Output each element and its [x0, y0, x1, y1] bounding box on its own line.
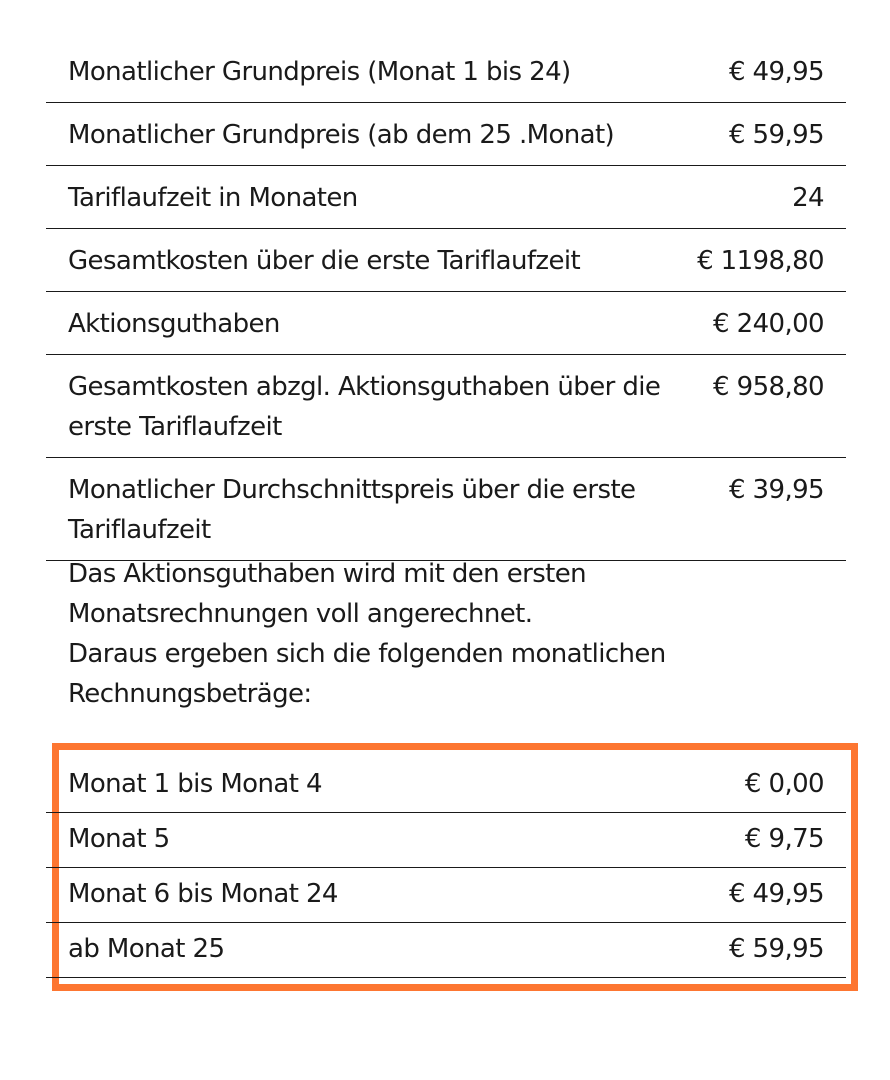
row-value: € 39,95	[728, 475, 824, 505]
table-row	[46, 229, 846, 292]
table-row	[46, 813, 846, 868]
table-row	[46, 166, 846, 229]
row-label: Aktionsguthaben	[68, 309, 280, 339]
monthly-amounts-table	[46, 758, 846, 978]
table-row	[46, 758, 846, 813]
row-value: € 9,75	[744, 824, 824, 854]
row-label: Monat 1 bis Monat 4	[68, 769, 322, 799]
table-row	[46, 923, 846, 978]
note-line: Das Aktionsguthaben wird mit den ersten Monatsrechnungen voll angerechnet.	[68, 559, 587, 629]
row-label: Monatlicher Grundpreis (Monat 1 bis 24)	[68, 57, 571, 87]
row-value: € 59,95	[728, 120, 824, 150]
table-row	[46, 868, 846, 923]
row-value: € 240,00	[713, 309, 824, 339]
row-label: Tariflaufzeit in Monaten	[68, 183, 358, 213]
price-summary-table	[46, 40, 846, 561]
row-label: Monat 6 bis Monat 24	[68, 879, 338, 909]
row-label: ab Monat 25	[68, 934, 225, 964]
table-row	[46, 458, 846, 561]
row-label: Monatlicher Durchschnittspreis über die erste Tariflaufzeit	[68, 475, 636, 545]
table-row	[46, 292, 846, 355]
row-value: 24	[792, 183, 824, 213]
table-row	[46, 103, 846, 166]
row-value: € 59,95	[728, 934, 824, 964]
credit-note	[68, 554, 828, 714]
table-row	[46, 40, 846, 103]
row-value: € 0,00	[744, 769, 824, 799]
row-value: € 958,80	[713, 372, 824, 402]
row-label: Monat 5	[68, 824, 170, 854]
row-value: € 1198,80	[697, 246, 824, 276]
note-line: Daraus ergeben sich die folgenden monatlichen Rechnungsbeträge:	[68, 639, 666, 709]
row-label: Gesamtkosten über die erste Tariflaufzeit	[68, 246, 581, 276]
row-value: € 49,95	[728, 57, 824, 87]
row-label: Gesamtkosten abzgl. Aktionsguthaben über die erste Tariflaufzeit	[68, 372, 661, 442]
row-label: Monatlicher Grundpreis (ab dem 25 .Monat)	[68, 120, 615, 150]
table-row	[46, 355, 846, 458]
row-value: € 49,95	[728, 879, 824, 909]
